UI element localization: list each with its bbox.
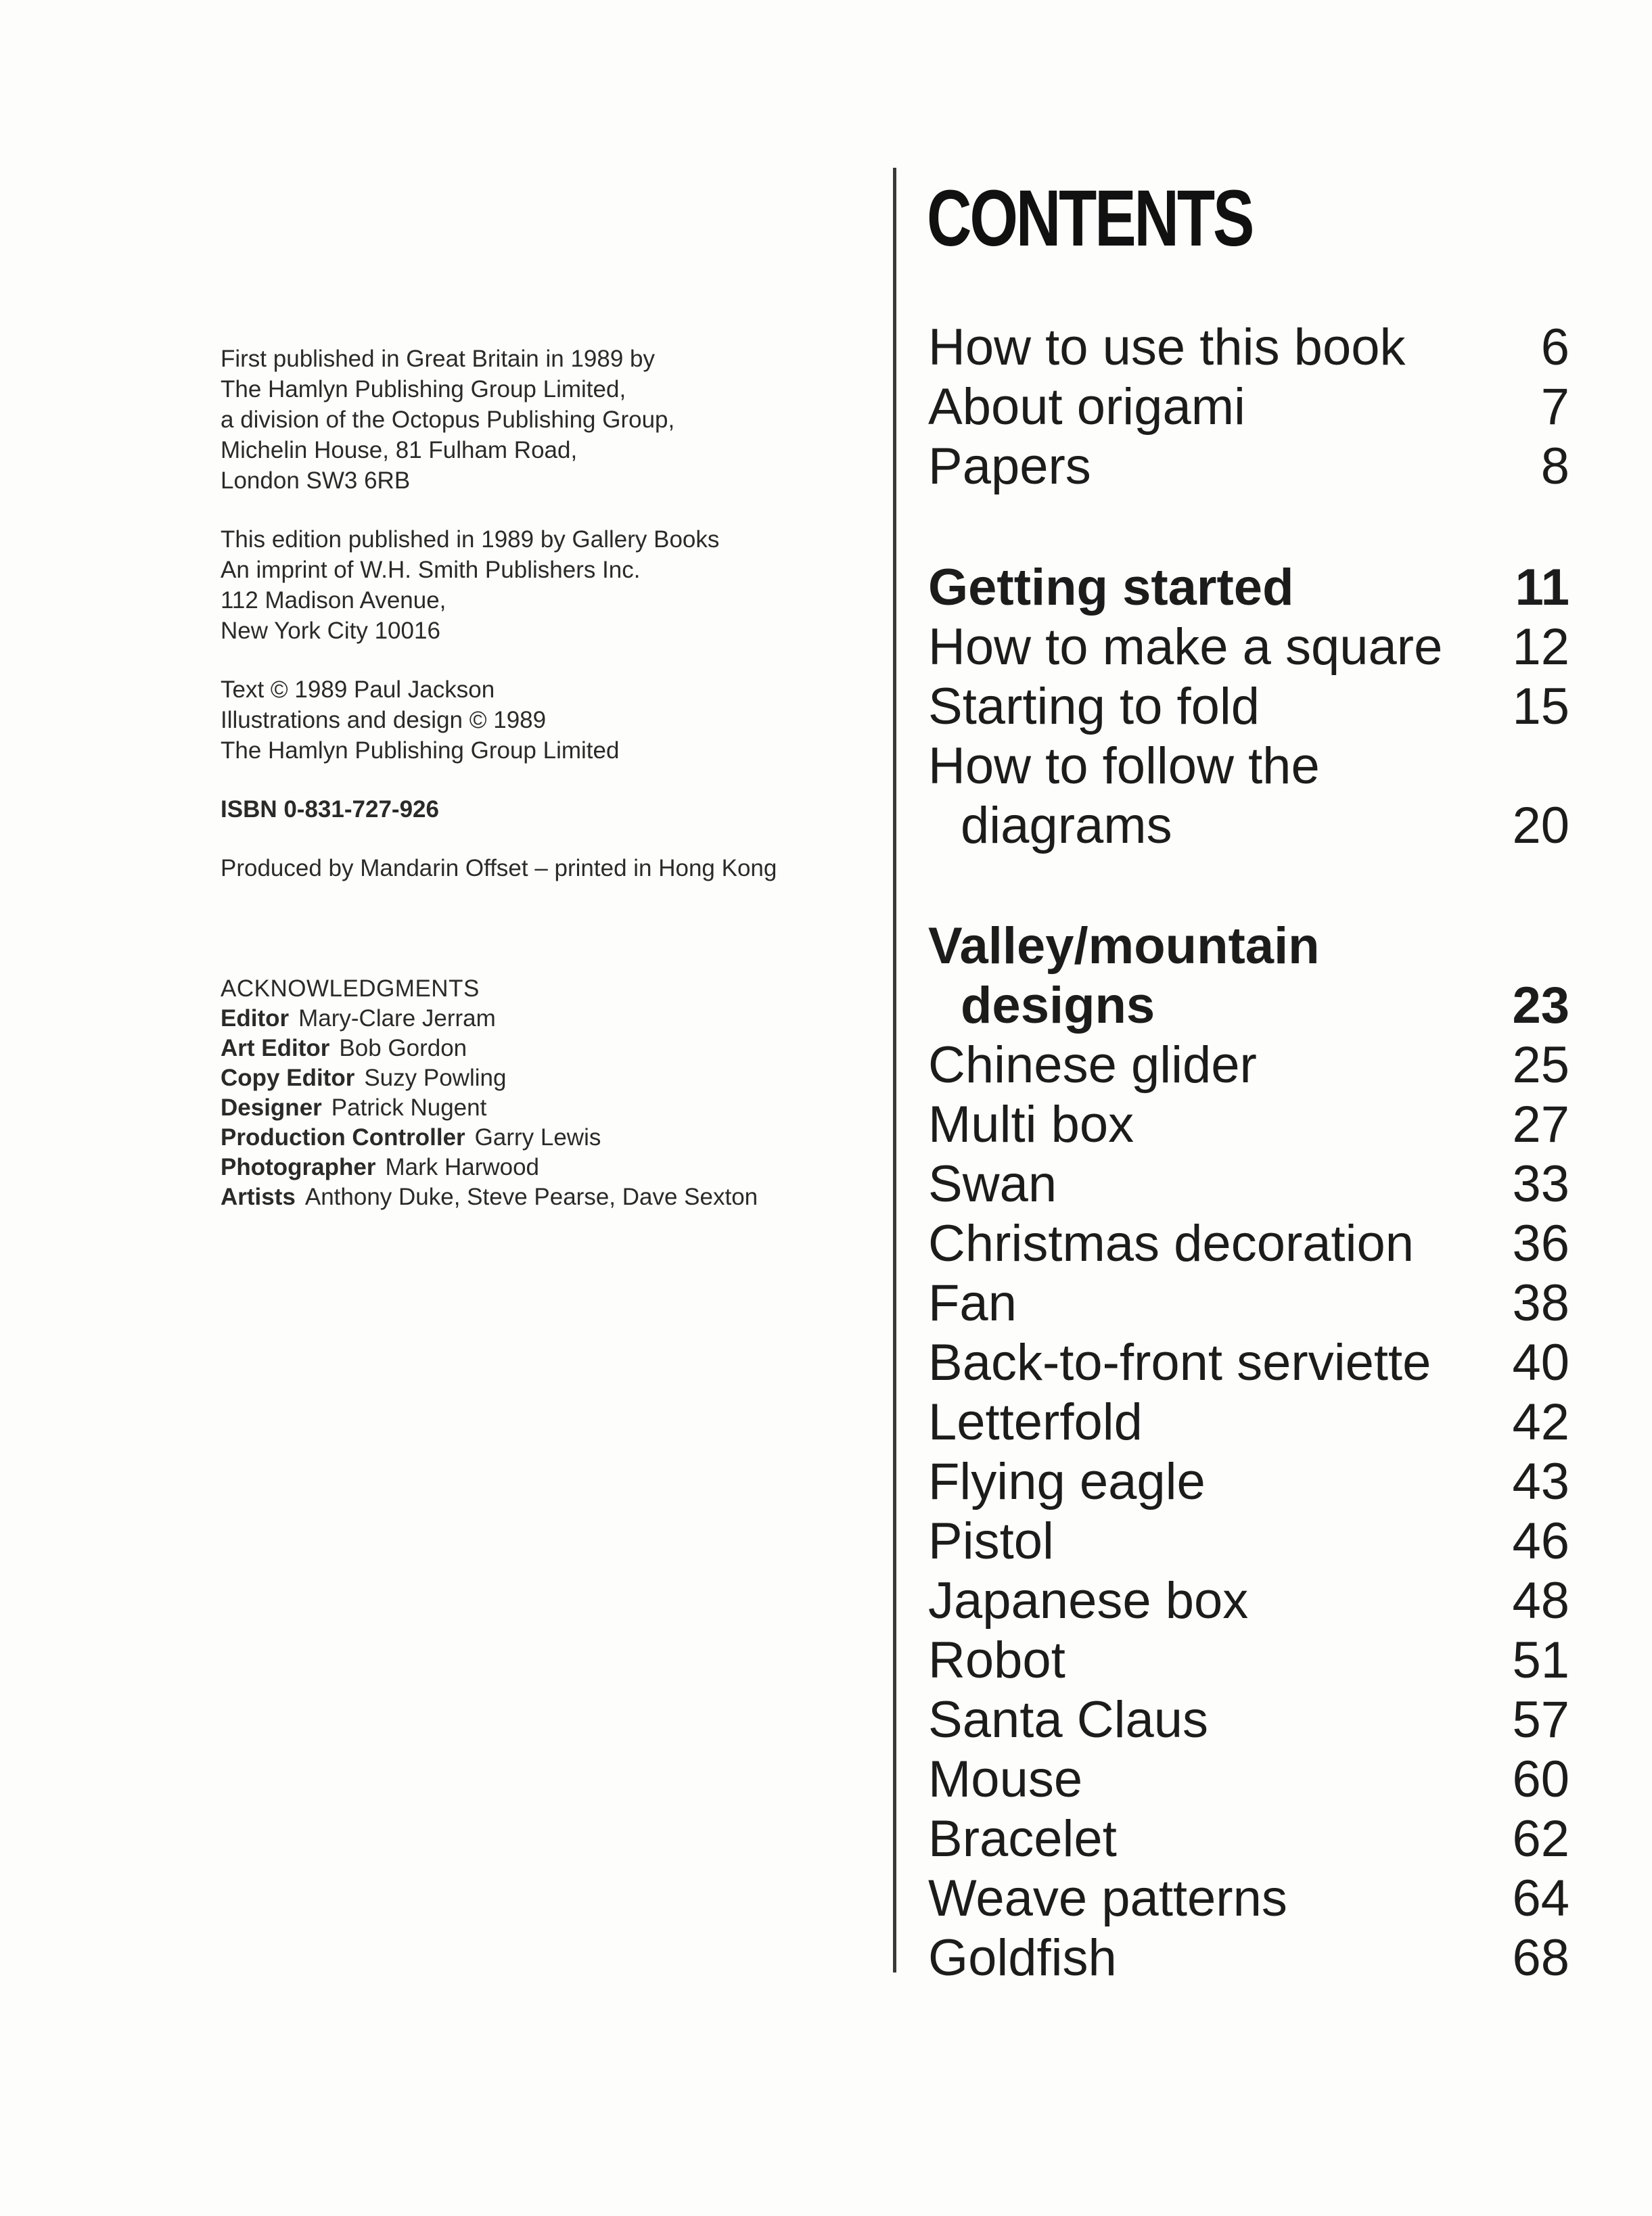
toc-entry-page: 64 [1512,1870,1569,1927]
toc-entry-page: 48 [1512,1572,1569,1630]
credit-name: Anthony Duke, Steve Pearse, Dave Sexton [304,1184,758,1210]
credit-role: Production Controller [221,1124,465,1151]
credit-line [221,1004,897,1034]
toc-entry-label: How to use this book [928,319,1406,376]
edition-info [221,524,884,646]
publisher-line: First published in Great Britain in 1989 by [221,346,655,372]
acknowledgments-heading: ACKNOWLEDGMENTS [221,975,480,1002]
toc-entry-label: Fan [928,1274,1017,1332]
toc-entry-page: 11 [1515,559,1569,616]
toc-entry [928,1512,1569,1571]
toc-entry-page: 40 [1512,1334,1569,1391]
toc-entry-label: Weave patterns [928,1870,1287,1927]
credit-name: Suzy Powling [364,1065,507,1091]
credit-line [221,1123,897,1153]
credit-line [221,1093,897,1123]
credit-role: Copy Editor [221,1065,355,1091]
credit-role: Editor [221,1005,290,1032]
toc-entry-label: Chinese glider [928,1036,1257,1094]
toc-entry-label: Letterfold [928,1393,1143,1451]
imprint [221,344,884,912]
toc-entry-page: 62 [1512,1810,1569,1868]
toc-entry-page: 27 [1512,1096,1569,1153]
toc-entry-page: 8 [1540,438,1569,495]
credit-line [221,1034,897,1063]
credit-role: Art Editor [221,1035,330,1061]
toc-entry [928,1690,1569,1750]
toc-entry [928,976,1569,1036]
credit-line [221,1182,897,1212]
toc-entry-page: 46 [1512,1513,1569,1570]
toc-entry [928,1750,1569,1809]
toc-entry-page: 23 [1512,977,1569,1034]
credit-name: Bob Gordon [339,1035,467,1061]
credit-role: Artists [221,1184,296,1210]
toc-entry-label: Getting started [928,559,1294,616]
acknowledgments [221,974,897,1212]
credit-line [221,1063,897,1093]
toc-entry [928,618,1569,677]
toc-entry-label: Bracelet [928,1810,1117,1868]
toc-entry-label: Valley/mountain [928,917,1320,975]
toc-entry-label: Papers [928,438,1091,495]
toc-entry-label: Back-to-front serviette [928,1334,1431,1391]
toc-entry [928,1095,1569,1155]
toc-entry [928,1393,1569,1452]
toc-entry [928,677,1569,737]
toc-entry [928,1036,1569,1095]
edition-line: New York City 10016 [221,618,440,644]
toc-entry-label: Goldfish [928,1929,1117,1987]
toc-entry [928,1333,1569,1393]
toc-entry [928,917,1569,976]
toc-entry [928,558,1569,618]
toc-entry [928,1929,1569,1988]
toc-entry-page: 57 [1512,1691,1569,1749]
toc-entry [928,437,1569,497]
toc-entry-page: 60 [1512,1751,1569,1808]
copyright-line: Text © 1989 Paul Jackson [221,676,495,703]
toc-entry-page: 12 [1512,618,1569,676]
copyright-info [221,674,884,766]
toc-entry-label: Robot [928,1632,1065,1689]
toc-entry-page: 36 [1512,1215,1569,1272]
credit-role: Photographer [221,1154,376,1180]
credit-name: Patrick Nugent [331,1094,487,1121]
publisher-line: The Hamlyn Publishing Group Limited, [221,376,626,402]
publisher-line: London SW3 6RB [221,467,411,494]
toc-entry [928,1274,1569,1333]
toc-entry [928,1571,1569,1631]
toc-entry [928,1155,1569,1214]
toc-entry-label: About origami [928,378,1245,436]
toc-entry-label: Starting to fold [928,678,1260,735]
isbn-block [221,794,884,825]
copyright-line: The Hamlyn Publishing Group Limited [221,737,620,764]
toc-entry [928,318,1569,377]
credit-line [221,1153,897,1182]
produced-by: Produced by Mandarin Offset – printed in Hong Kong [221,855,777,881]
toc-entry-page: 25 [1512,1036,1569,1094]
toc-entry-label: How to make a square [928,618,1443,676]
toc-entry-page: 6 [1540,319,1569,376]
edition-line: This edition published in 1989 by Gallery Books [221,526,720,553]
credit-name: Mark Harwood [385,1154,540,1180]
toc-entry [928,1452,1569,1512]
toc-entry [928,1214,1569,1274]
publisher-line: Michelin House, 81 Fulham Road, [221,437,578,463]
toc-entry [928,377,1569,437]
toc-entry-label: Mouse [928,1751,1083,1808]
toc-entry-page: 38 [1512,1274,1569,1332]
toc-entry-page: 68 [1512,1929,1569,1987]
publisher-info [221,344,884,496]
toc-entry-page: 51 [1512,1632,1569,1689]
toc-entry-label: Swan [928,1155,1057,1213]
copyright-line: Illustrations and design © 1989 [221,707,547,733]
toc-entry [928,737,1569,796]
toc-entry-page: 15 [1512,678,1569,735]
toc-section-intro [928,318,1569,497]
credit-role: Designer [221,1094,322,1121]
toc-entry-label: How to follow the [928,737,1320,795]
toc-entry-label: Christmas decoration [928,1215,1415,1272]
toc-entry [928,796,1569,856]
edition-line: 112 Madison Avenue, [221,587,446,614]
toc-entry-label: Multi box [928,1096,1134,1153]
toc-entry-label: Santa Claus [928,1691,1209,1749]
toc-section-getting-started [928,558,1569,856]
toc-entry-page: 42 [1512,1393,1569,1451]
edition-line: An imprint of W.H. Smith Publishers Inc. [221,557,641,583]
production-block [221,853,884,883]
toc-entry-label: diagrams [961,797,1172,854]
toc-entry-label: Pistol [928,1513,1054,1570]
contents-title: CONTENTS [927,174,1253,263]
toc-entry-page: 33 [1512,1155,1569,1213]
toc-entry-label: Japanese box [928,1572,1249,1630]
toc-entry-label: Flying eagle [928,1453,1206,1510]
toc-section-valley-mountain [928,917,1569,1988]
publisher-line: a division of the Octopus Publishing Group, [221,407,675,433]
toc-entry [928,1631,1569,1690]
toc-entry-page: 20 [1512,797,1569,854]
toc-entry-label: designs [961,977,1155,1034]
isbn: ISBN 0-831-727-926 [221,796,439,823]
credit-name: Mary-Clare Jerram [298,1005,496,1032]
toc-entry [928,1809,1569,1869]
toc-entry-page: 43 [1512,1453,1569,1510]
toc-entry-page: 7 [1540,378,1569,436]
column-divider [893,168,896,1972]
credit-name: Garry Lewis [474,1124,601,1151]
toc-entry [928,1869,1569,1929]
